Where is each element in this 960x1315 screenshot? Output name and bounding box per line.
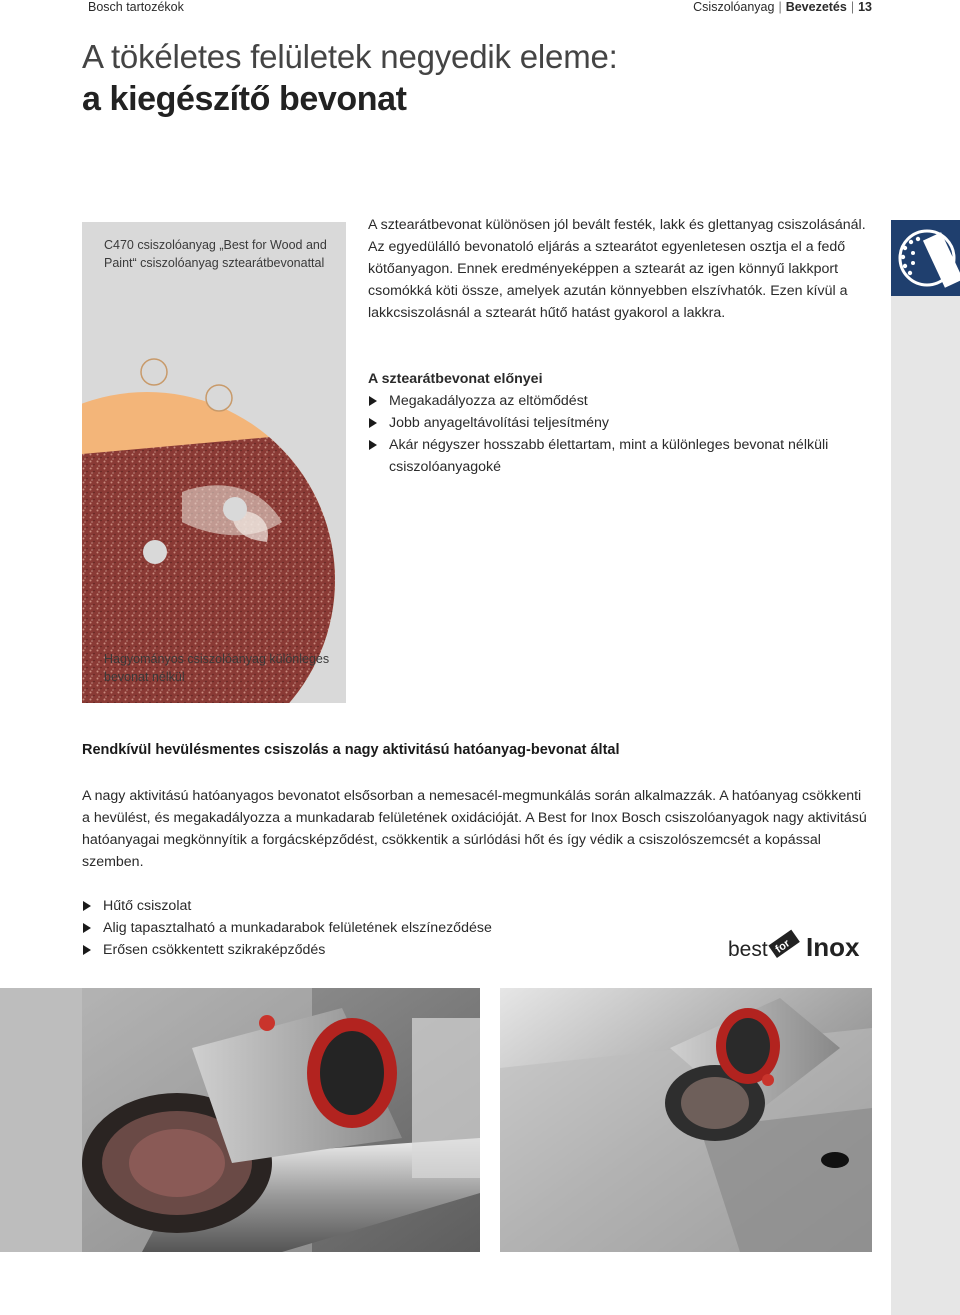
bullet-triangle-icon (83, 945, 91, 955)
caption-coated-disc: C470 csiszolóanyag „Best for Wood and Paint“ csiszolóanyag sztearátbevonattal (104, 238, 327, 270)
inox-benefits-list (82, 895, 587, 961)
bullet-triangle-icon (369, 396, 377, 406)
logo-word-inox: Inox (806, 932, 860, 962)
sanding-disc-image (82, 222, 346, 703)
section-tab (891, 220, 960, 296)
section-paragraph (82, 785, 872, 873)
list-item: Alig tapasztalható a munkadarabok felületének elszíneződése (82, 917, 587, 939)
advantages-list (368, 390, 873, 478)
logo-word-for: for (773, 937, 793, 956)
page-title-line2: a kiegészítő bevonat (82, 80, 407, 118)
sanding-disc-icon (891, 220, 960, 296)
best-for-inox-logo (728, 928, 874, 964)
sanding-disc-panel (82, 222, 346, 703)
header-separator: | (850, 0, 855, 14)
inox-benefits (82, 895, 587, 961)
bullet-triangle-icon (369, 418, 377, 428)
running-header-left: Bosch tartozékok (88, 0, 184, 14)
section-text: A nagy aktivitású hatóanyagos bevonatot elsősorban a nemesacél-megmunkálás során alkalmazzák. A hatóanyag csökkenti a hevülést, és megakadályozza a munkadarab felületének oxidációját. A Best for Inox Bosch csiszolóanyagok nagy aktivitású hatóanyagai megkönnyítik a forgácsképződést, csökkentik a súrlódási hőt és így védik a csiszolószemcsét a kopással szemben. (82, 788, 867, 870)
photo-left-bar (0, 988, 82, 1252)
header-subsection: Bevezetés (785, 0, 847, 14)
section-heading: Rendkívül hevülésmentes csiszolás a nagy aktivitású hatóanyag-bevonat által (82, 742, 620, 758)
advantages-title: A sztearátbevonat előnyei (368, 371, 543, 387)
list-item: Erősen csökkentett szikraképződés (82, 939, 587, 961)
intro-text: A sztearátbevonat különösen jól bevált festék, lakk és glettanyag csiszolásánál. Az egyedülálló bevonatoló eljárás a sztearátot egyenletesen osztja el a fedő kötőanyagon. Ennek eredményeképpen a sztearát az igen könnyű lakkport csomókká köti össze, amelyek azután könnyebben elszívhatók. Ezen kívül a lakkcsiszolásnál a sztearát hűtő hatást gyakorol a lakkra. (368, 217, 866, 321)
list-item: Hűtő csiszolat (82, 895, 587, 917)
bullet-triangle-icon (369, 440, 377, 450)
header-section: Csiszolóanyag (693, 0, 775, 14)
advantages-block (368, 368, 873, 478)
page-number: 13 (858, 0, 872, 14)
caption-uncoated-disc: Hagyományos csiszolóanyag különleges bevonat nélkül (104, 652, 330, 684)
intro-paragraph (368, 214, 873, 324)
list-item: Akár négyszer hosszabb élettartam, mint a különleges bevonat nélküli csiszolóanyagoké (368, 434, 873, 478)
bullet-triangle-icon (83, 923, 91, 933)
page-edge-strip (891, 296, 960, 1315)
page-title-line1: A tökéletes felületek negyedik eleme: (82, 38, 618, 75)
angle-grinder-photo-sink (500, 988, 872, 1252)
angle-grinder-photo-tube (82, 988, 480, 1252)
logo-word-best: best (728, 938, 768, 961)
header-separator: | (778, 0, 782, 14)
list-item: Jobb anyageltávolítási teljesítmény (368, 412, 873, 434)
bullet-triangle-icon (83, 901, 91, 911)
list-item: Megakadályozza az eltömődést (368, 390, 873, 412)
running-header-right (693, 0, 872, 14)
